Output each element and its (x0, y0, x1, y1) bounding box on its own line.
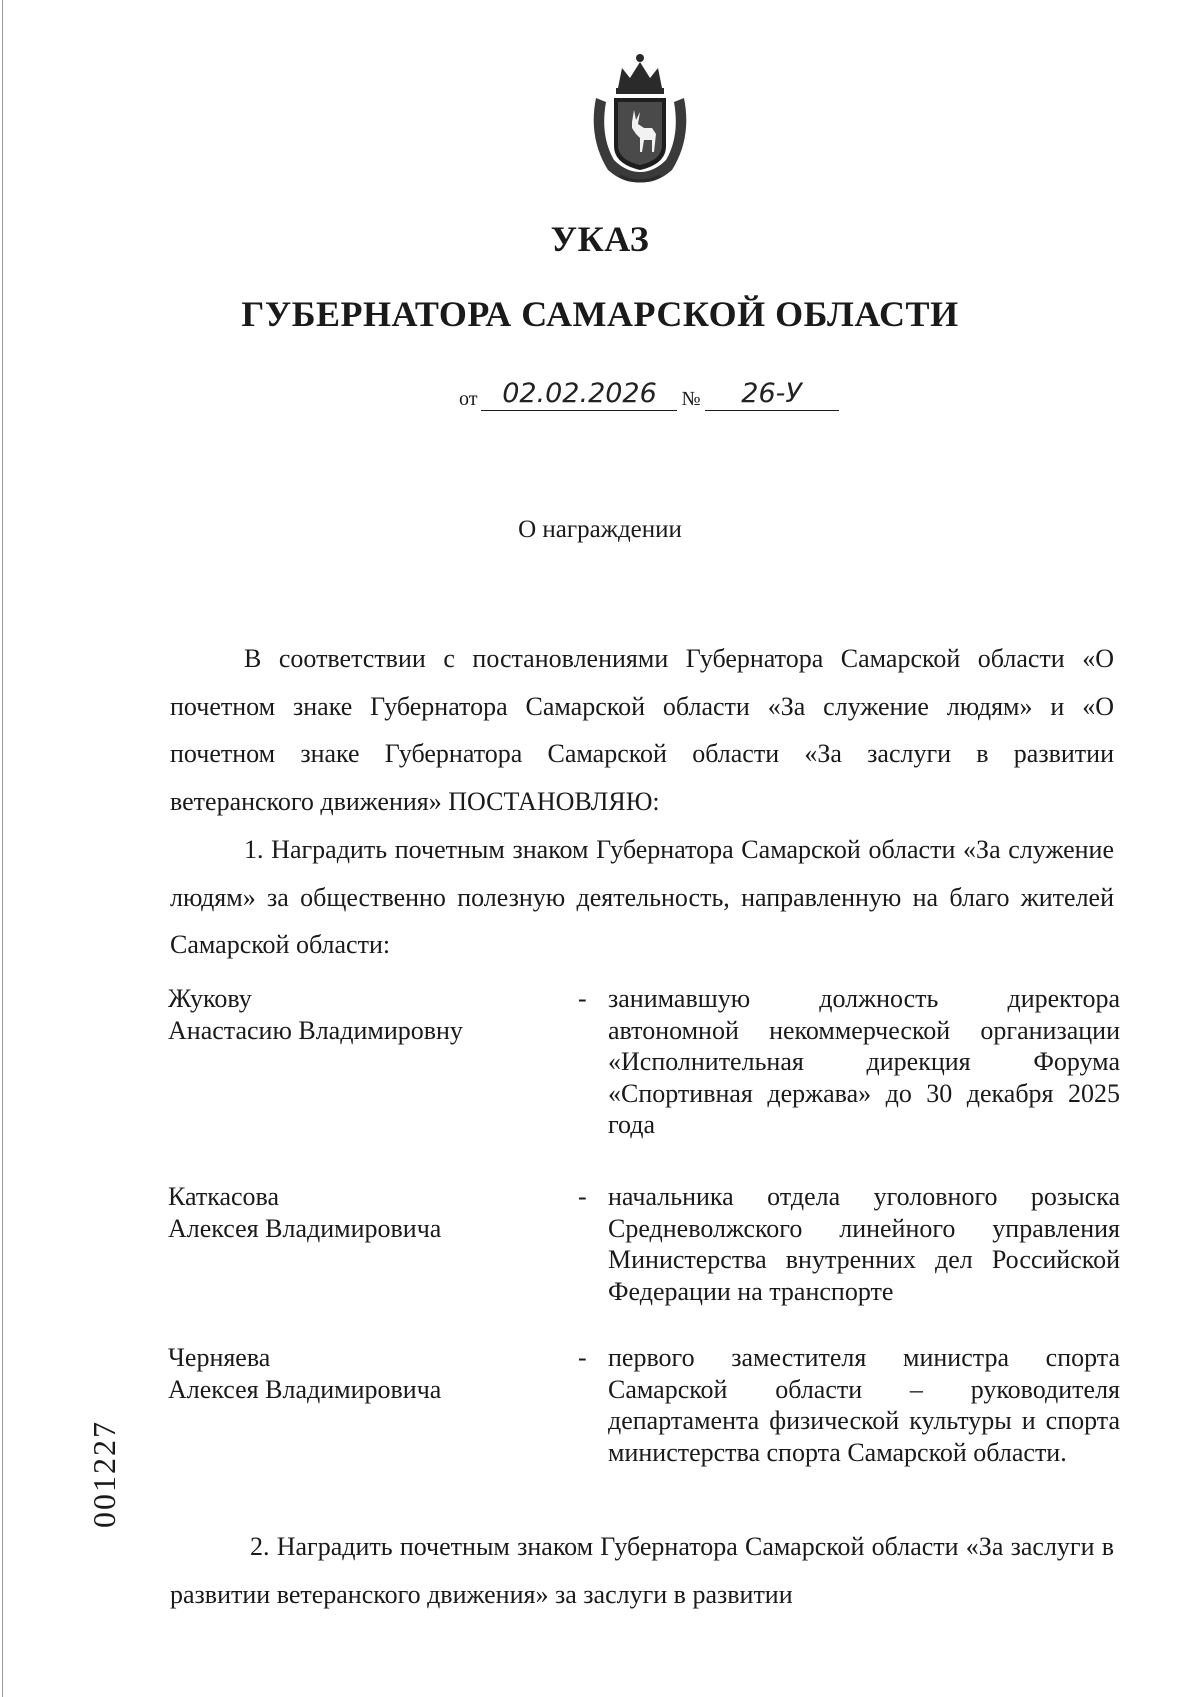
number-label: № (681, 388, 701, 410)
samara-coat-of-arms-emblem (578, 48, 702, 186)
decree-dateline (455, 378, 839, 410)
awardee-name (168, 983, 568, 1046)
entry-dash: - (578, 1182, 587, 1211)
decree-subject: О награждении (518, 516, 682, 543)
item-2-paragraph: 2. Наградить почетным знаком Губернатора Самарской области «За заслуги в развитии ветеранского движения» за заслуги в развитии (170, 1532, 1114, 1609)
date-label: от (459, 388, 478, 410)
awardee-position: занимавшую должность директора автономной некоммерческой организации «Исполнительная дирекция Форума «Спортивная держава» до 30 декабря 2025 года (608, 984, 1120, 1139)
awardee-name (168, 1181, 568, 1244)
entry-dash: - (578, 984, 587, 1013)
awardee-given-names: Анастасию Владимировну (168, 1015, 463, 1045)
decree-date: 02.02.2026 (481, 378, 677, 411)
awardee-surname: Черняева (168, 1343, 271, 1372)
awardee-given-names: Алексея Владимировича (168, 1213, 442, 1243)
awardee-position: первого заместителя министра спорта Самарской области – руководителя департамента физической культуры и спорта министерства спорта Самарской области. (608, 1343, 1120, 1467)
decree-number: 26-У (705, 378, 839, 411)
awardee-surname: Жукову (168, 984, 252, 1013)
awardee-given-names: Алексея Владимировича (168, 1374, 442, 1404)
document-title: УКАЗ (550, 219, 650, 259)
awardee-surname: Каткасова (168, 1182, 280, 1211)
preamble-paragraph: В соответствии с постановлениями Губернатора Самарской области «О почетном знаке Губернатора Самарской области «За служение людям» и «О почетном знаке Губернатора Самарской области «За заслуги в развитии ветеранского движения» ПОСТАНОВЛЯЮ: (170, 644, 1114, 816)
awardee-position: начальника отдела уголовного розыска Средневолжского линейного управления Министерства внутренних дел Российской Федерации на транспорте (608, 1182, 1120, 1306)
serial-number: 001227 (86, 1420, 122, 1528)
awardee-name (168, 1342, 568, 1405)
entry-dash: - (578, 1343, 587, 1372)
item-1-paragraph: 1. Наградить почетным знаком Губернатора Самарской области «За служение людям» за общественно полезную деятельность, направленную на благо жителей Самарской области: (170, 835, 1114, 959)
document-subtitle: ГУБЕРНАТОРА САМАРСКОЙ ОБЛАСТИ (241, 294, 959, 334)
